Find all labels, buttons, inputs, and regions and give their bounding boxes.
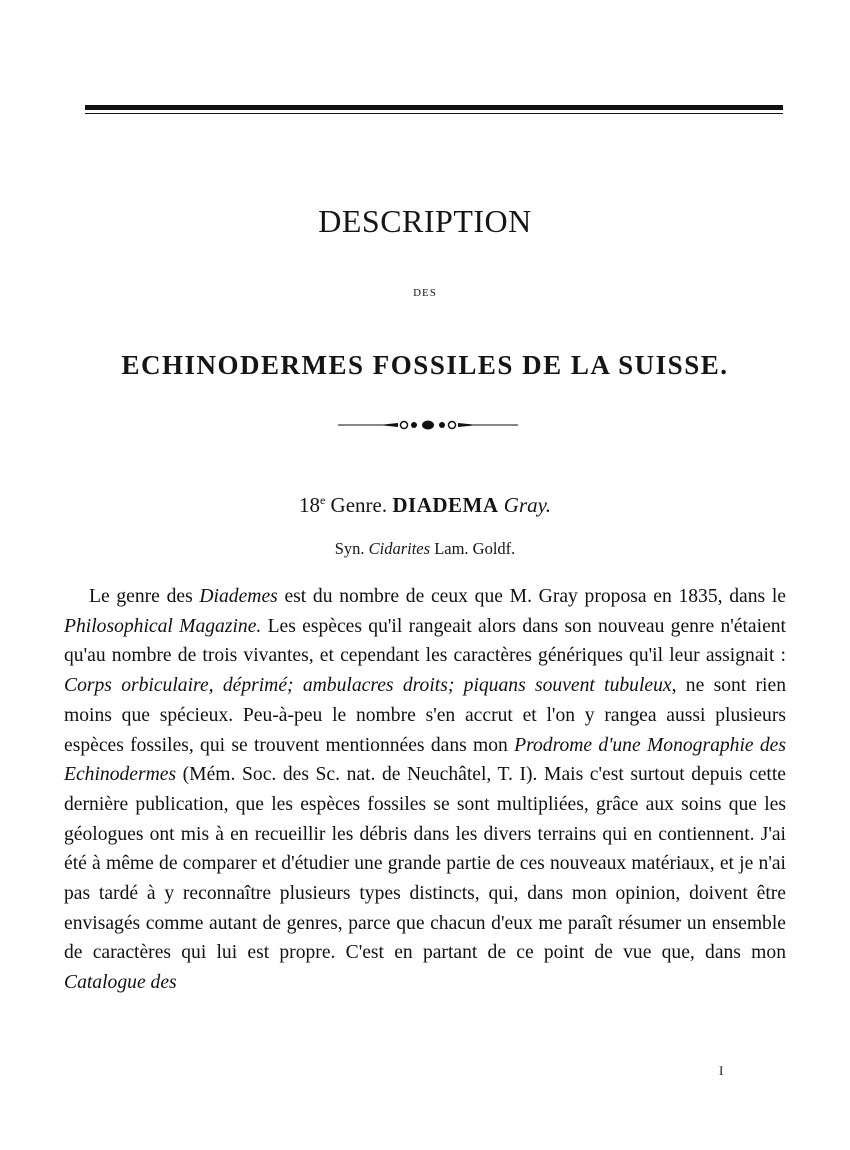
top-rule-thick [85, 105, 783, 110]
synonymy-prefix: Syn. [334, 539, 365, 558]
genus-number: 18 [298, 493, 320, 517]
genus-authority: Gray. [503, 493, 552, 517]
genus-genre-label: Genre. [330, 493, 388, 517]
genus-ordinal-suffix: e [319, 493, 326, 507]
page-number: I [719, 1063, 724, 1078]
body-italic-prodrome: Prodrome d'une Monographie des Echinodermes [64, 734, 787, 786]
page-subtitle: ECHINODERMES FOSSILES DE LA SUISSE. [121, 350, 729, 380]
body-italic-catalogue: Catalogue des [64, 972, 177, 994]
body-italic-diademes: Diademes [199, 586, 278, 607]
body-text-5: (Mém. Soc. des Sc. nat. de Neuchâtel, T. I). Mais c'est surtout depuis cette dernière publication, que les espèces fossiles se sont multipliées, grâce aux soins que les géologues ont mis à en recueillir les débris dans les divers terrains qui en contiennent. J'ai été à même de comparer et d'étudier une grande partie de ces nouveaux matériaux, et je n'ai pas tardé à y reconnaître plusieurs types distincts, qui, dans mon opinion, doivent être envisagés comme autant de genres, parce que chacun d'eux me paraît résumer un ensemble de caractères qui lui est propre. C'est en partant de ce point de vue que, dans mon [64, 764, 786, 964]
synonymy-line [0, 539, 850, 559]
synonymy-name: Cidarites [368, 539, 431, 558]
genus-heading [0, 493, 850, 518]
genus-name: DIADEMA [392, 493, 499, 517]
page-title: DESCRIPTION [318, 203, 532, 239]
body-text-2: est du nombre de ceux que M. Gray proposa en 1835, dans le [277, 586, 786, 607]
body-italic-philosophical-magazine: Philosophical Magazine. [64, 615, 262, 637]
body-italic-characters: Corps orbiculaire, déprimé; ambulacres droits; piquans souvent tubuleux, [64, 675, 677, 697]
body-text-3: Les espèces qu'il rangeait alors dans son nouveau genre n'étaient qu'au nombre de trois vivantes, et cependant les caractères génériques qu'il leur assignait : [64, 615, 787, 667]
body-text-1: Le genre des [89, 586, 200, 607]
synonymy-authors: Lam. Goldf. [434, 539, 516, 558]
ornament-divider [338, 418, 518, 432]
body-text-4: ne sont rien moins que spécieux. Peu-à-peu le nombre s'en accrut et l'on y rangea aussi plusieurs espèces fossiles, qui se trouvent mentionnées dans mon [64, 675, 786, 756]
body-paragraph [64, 582, 786, 998]
title-connector: DES [413, 287, 437, 299]
top-rule-thin [85, 113, 783, 114]
